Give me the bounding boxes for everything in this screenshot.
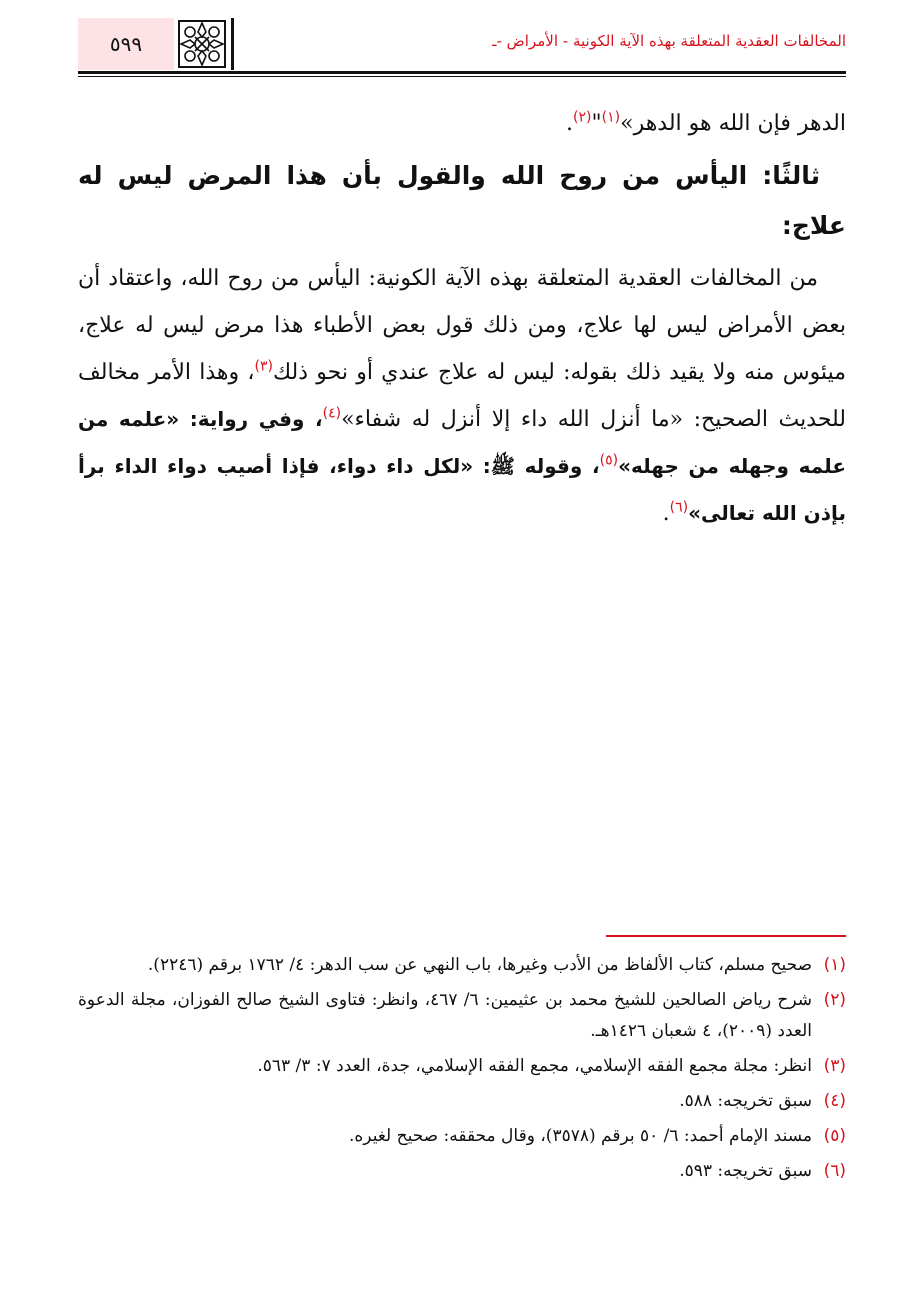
ornament-icon — [178, 20, 226, 68]
footnote-text: شرح رياض الصالحين للشيخ محمد بن عثيمين: ٦/ ٤٦٧، وانظر: فتاوى الشيخ صالح الفوزان، مجلة الدعوة العدد (٢٠٠٩)، ٤ شعبان ١٤٢٦هـ. — [78, 990, 812, 1041]
main-text — [78, 100, 846, 537]
footnote — [78, 985, 846, 1047]
footnote — [78, 1156, 846, 1187]
continuation-text: الدهر فإن الله هو الدهر» — [620, 111, 846, 136]
paragraph-part-2: ، وهذا الأمر مخالف للحديث الصحيح: «ما أنزل الله داء إلا أنزل له شفاء» — [78, 360, 847, 432]
continuation-line: الدهر فإن الله هو الدهر»$^{(١)}$"$^{(٢)}$. — [566, 109, 846, 136]
paragraph-end: . — [662, 501, 670, 526]
footnote-text: سبق تخريجه: ٥٩٣. — [679, 1161, 812, 1181]
footnote — [78, 950, 846, 981]
body-paragraph — [78, 255, 846, 537]
footnote-ref-4: (٤) — [322, 405, 342, 422]
footnote-number: (١) — [823, 955, 846, 975]
header-rule — [78, 71, 846, 74]
footnote-ref-5: (٥) — [599, 452, 619, 469]
footnote-number: (٥) — [823, 1126, 846, 1146]
header-rule-thin — [78, 76, 846, 77]
footnote-number: (٦) — [823, 1161, 846, 1181]
running-head: المخالفات العقدية المتعلقة بهذه الآية الكونية - الأمراض -ـ — [492, 32, 846, 50]
footnote — [78, 1121, 846, 1152]
footnote-text: مسند الإمام أحمد: ٦/ ٥٠ برقم (٣٥٧٨)، وقال محققه: صحيح لغيره. — [349, 1126, 812, 1146]
footnote-number: (٢) — [823, 990, 846, 1010]
page-header — [78, 18, 846, 70]
footnote-text: انظر: مجلة مجمع الفقه الإسلامي، مجمع الفقه الإسلامي، جدة، العدد ٧: ٣/ ٥٦٣. — [257, 1056, 812, 1076]
page-number: ٥٩٩ — [78, 18, 174, 70]
footnote-text: صحيح مسلم، كتاب الألفاظ من الأدب وغيرها، باب النهي عن سب الدهر: ٤/ ١٧٦٢ برقم (٢٢٤٦). — [147, 955, 812, 975]
footnote-ref-1: (١) — [601, 109, 621, 126]
continuation-end: . — [566, 111, 574, 136]
section-heading: ثالثًا: اليأس من روح الله والقول بأن هذا المرض ليس له علاج: — [78, 161, 846, 240]
ornament-divider — [231, 18, 234, 70]
footnote — [78, 1086, 846, 1117]
footnote-separator — [606, 935, 846, 937]
footnote-number: (٤) — [823, 1091, 846, 1111]
footnote-ref-2: (٢) — [573, 109, 592, 126]
footnote-ref-3: (٣) — [254, 358, 273, 375]
paragraph-part-1: من المخالفات العقدية المتعلقة بهذه الآية الكونية: اليأس من روح الله، واعتقاد أن بعض الأمراض ليس لها علاج، ومن ذلك قول بعض الأطباء هذا مرض ليس له علاج، ميئوس منه ولا يقيد ذلك بقوله: ليس له علاج عندي أو نحو ذلك — [78, 266, 846, 385]
paragraph-part-4: ، وقوله ﷺ: — [473, 454, 600, 478]
footnotes — [78, 950, 846, 1191]
footnote-text: سبق تخريجه: ٥٨٨. — [679, 1091, 812, 1111]
footnote-ref-6: (٦) — [669, 499, 689, 516]
footnote-number: (٣) — [823, 1056, 846, 1076]
hadith-quote: «لكل داء دواء، فإذا أصيب دواء الداء برأ بإذن الله تعالى» — [78, 454, 846, 525]
paragraph-part-3: ، وفي رواية: «علمه من علمه وجهله من جهله» — [78, 407, 846, 478]
footnote — [78, 1051, 846, 1082]
